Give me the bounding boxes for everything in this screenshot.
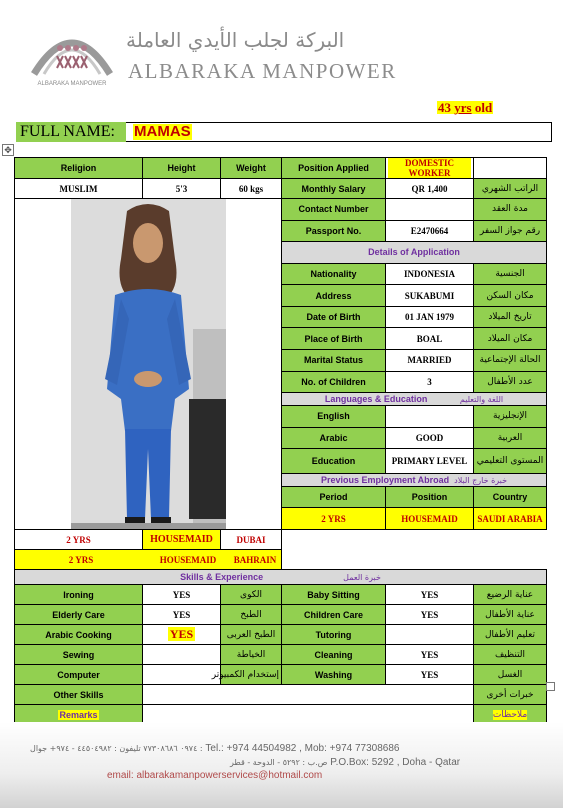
skill-value-cell bbox=[143, 625, 221, 645]
employment-header-country: Country bbox=[474, 486, 547, 508]
skills-row bbox=[15, 585, 547, 605]
nationality-label: Nationality bbox=[282, 263, 386, 285]
arabic-arabic: العربية bbox=[474, 427, 547, 449]
skill-arabic: الكوى bbox=[221, 585, 282, 605]
table-move-handle-icon[interactable]: ✥ bbox=[2, 144, 14, 156]
age-badge bbox=[437, 101, 493, 114]
employment-position: HOUSEMAID bbox=[143, 530, 221, 550]
employment-header-period: Period bbox=[282, 486, 386, 508]
languages-title-arabic: اللغة والتعليم bbox=[459, 395, 504, 405]
skills-title: Skills & Experience bbox=[180, 572, 264, 582]
employment-country: BAHRAIN bbox=[229, 550, 281, 569]
english-label: English bbox=[282, 406, 386, 428]
languages-heading bbox=[282, 393, 547, 406]
footer-phone-arabic: ٠٩٧٤ ٧٧٣٠٨٦٨٦ تليفون : ٤٤٥٠٤٩٨٢ - ٩٧٤+ جوال : bbox=[30, 744, 203, 753]
religion-value: MUSLIM bbox=[15, 179, 143, 199]
logo-text: ALBARAKA MANPOWER bbox=[37, 81, 107, 87]
monthly-salary-label: Monthly Salary bbox=[282, 179, 386, 199]
employment-title: Previous Employment Abroad bbox=[320, 474, 450, 485]
dob-value: 01 JAN 1979 bbox=[386, 306, 474, 328]
position-applied-label: Position Applied bbox=[282, 158, 386, 179]
skill-value: YES bbox=[143, 585, 221, 605]
skills-row bbox=[15, 625, 547, 645]
skill-value bbox=[143, 645, 221, 665]
company-english-name: ALBARAKA MANPOWER bbox=[128, 59, 397, 83]
photo-cell bbox=[15, 199, 282, 530]
skill-value bbox=[386, 625, 474, 645]
nationality-value: INDONESIA bbox=[386, 263, 474, 285]
dob-label: Date of Birth bbox=[282, 306, 386, 328]
weight-label: Weight bbox=[221, 158, 282, 179]
employment-heading bbox=[282, 473, 547, 486]
contact-number-arabic: مدة العقد bbox=[474, 199, 547, 221]
skill-label: Baby Sitting bbox=[282, 585, 386, 605]
table-row bbox=[15, 530, 547, 550]
remarks-arabic: ملاحظات bbox=[492, 709, 528, 720]
marital-value: MARRIED bbox=[386, 349, 474, 371]
application-details-heading: Details of Application bbox=[282, 242, 547, 264]
address-value: SUKABUMI bbox=[386, 285, 474, 307]
employment-row-3 bbox=[15, 550, 282, 570]
skill-arabic: الخياطة bbox=[221, 645, 282, 665]
skill-arabic: الغسل bbox=[474, 665, 547, 685]
skill-label: Elderly Care bbox=[15, 605, 143, 625]
skill-label: Washing bbox=[282, 665, 386, 685]
table-resize-handle-icon[interactable] bbox=[546, 682, 555, 691]
pob-label: Place of Birth bbox=[282, 328, 386, 350]
skill-label: Ironing bbox=[15, 585, 143, 605]
position-applied-cell bbox=[386, 158, 474, 179]
skills-heading bbox=[15, 570, 547, 585]
footer-email: email: albarakamanpowerservices@hotmail.com bbox=[107, 770, 323, 781]
passport-value: E2470664 bbox=[386, 220, 474, 242]
skill-value: YES bbox=[386, 645, 474, 665]
skills-title-arabic: خبرة العمل bbox=[343, 573, 381, 582]
education-arabic: المستوى التعليمي bbox=[474, 449, 547, 474]
education-value: PRIMARY LEVEL bbox=[386, 449, 474, 474]
skill-label: Computer bbox=[15, 665, 143, 685]
children-value: 3 bbox=[386, 371, 474, 393]
english-value bbox=[386, 406, 474, 428]
monthly-salary-value: QR 1,400 bbox=[386, 179, 474, 199]
blank-cell bbox=[474, 158, 547, 179]
skill-value: YES bbox=[386, 585, 474, 605]
english-arabic: الإنجليزية bbox=[474, 406, 547, 428]
company-logo bbox=[30, 18, 115, 88]
marital-arabic: الحالة الإجتماعية bbox=[474, 349, 547, 371]
dob-arabic: تاريخ الميلاد bbox=[474, 306, 547, 328]
skill-arabic: إستخدام الكمبيوتر bbox=[221, 665, 282, 685]
contact-number-label: Contact Number bbox=[282, 199, 386, 221]
employment-period: 2 YRS bbox=[15, 530, 143, 550]
children-label: No. of Children bbox=[282, 371, 386, 393]
age-number: 43 bbox=[438, 100, 451, 115]
footer-phone-line bbox=[30, 743, 399, 754]
employment-period: 2 YRS bbox=[282, 508, 386, 530]
skill-label: Arabic Cooking bbox=[15, 625, 143, 645]
skill-arabic: الطبخ bbox=[221, 605, 282, 625]
footer-phone: Tel.: +974 44504982 , Mob: +974 77308686 bbox=[205, 743, 400, 754]
children-arabic: عدد الأطفال bbox=[474, 371, 547, 393]
employment-title-arabic: خبرة خارج البلاد bbox=[454, 475, 508, 485]
skill-label: Children Care bbox=[282, 605, 386, 625]
full-name-value: MAMAS bbox=[134, 123, 191, 140]
remarks-label: Remarks bbox=[59, 709, 98, 720]
age-suffix: old bbox=[474, 100, 493, 115]
pob-arabic: مكان الميلاد bbox=[474, 328, 547, 350]
marital-label: Marital Status bbox=[282, 349, 386, 371]
full-name-label: FULL NAME: bbox=[16, 122, 126, 142]
skills-row bbox=[15, 605, 547, 625]
contact-number-value bbox=[386, 199, 474, 221]
education-label: Education bbox=[282, 449, 386, 474]
skill-arabic: التنظيف bbox=[474, 645, 547, 665]
languages-title: Languages & Education bbox=[324, 394, 428, 405]
position-applied-value: DOMESTIC WORKER bbox=[388, 158, 471, 178]
skill-value: YES bbox=[386, 665, 474, 685]
address-label: Address bbox=[282, 285, 386, 307]
height-value: 5'3 bbox=[143, 179, 221, 199]
other-skills-value bbox=[143, 685, 474, 705]
passport-label: Passport No. bbox=[282, 220, 386, 242]
other-skills-label: Other Skills bbox=[15, 685, 143, 705]
skills-row bbox=[15, 645, 547, 665]
employment-period: 2 YRS bbox=[15, 550, 147, 569]
arabic-label: Arabic bbox=[282, 427, 386, 449]
skills-row bbox=[15, 665, 547, 685]
applicant-photo bbox=[71, 199, 226, 529]
skill-value: YES bbox=[386, 605, 474, 625]
footer-address-line bbox=[230, 757, 460, 768]
skill-label: Tutoring bbox=[282, 625, 386, 645]
passport-arabic: رقم جواز السفر bbox=[474, 220, 547, 242]
employment-position: HOUSEMAID bbox=[386, 508, 474, 530]
skill-arabic: الطبخ العربى bbox=[221, 625, 282, 645]
skill-value: YES bbox=[169, 627, 194, 641]
pob-value: BOAL bbox=[386, 328, 474, 350]
employment-header-position: Position bbox=[386, 486, 474, 508]
footer-address-arabic: ص.ب : ٥٢٩٢ - الدوحة - قطر bbox=[230, 758, 328, 767]
monthly-salary-arabic: الراتب الشهري bbox=[474, 179, 547, 199]
skill-arabic: تعليم الأطفال bbox=[474, 625, 547, 645]
nationality-arabic: الجنسية bbox=[474, 263, 547, 285]
age-unit: yrs bbox=[454, 100, 472, 115]
skill-label: Sewing bbox=[15, 645, 143, 665]
employment-country: SAUDI ARABIA bbox=[474, 508, 547, 530]
company-arabic-name: البركة لجلب الأيدي العاملة bbox=[126, 28, 345, 52]
employment-country: DUBAI bbox=[221, 530, 282, 550]
height-label: Height bbox=[143, 158, 221, 179]
employment-position: HOUSEMAID bbox=[159, 554, 217, 565]
arabic-value: GOOD bbox=[386, 427, 474, 449]
religion-label: Religion bbox=[15, 158, 143, 179]
address-arabic: مكان السكن bbox=[474, 285, 547, 307]
weight-value: 60 kgs bbox=[221, 179, 282, 199]
cv-table bbox=[14, 157, 547, 725]
skill-value: YES bbox=[143, 605, 221, 625]
table-row bbox=[15, 550, 547, 570]
footer-address: P.O.Box: 5292 , Doha - Qatar bbox=[330, 757, 461, 768]
skill-label: Cleaning bbox=[282, 645, 386, 665]
skill-arabic: عناية الأطفال bbox=[474, 605, 547, 625]
skill-arabic: عناية الرضيع bbox=[474, 585, 547, 605]
other-skills-arabic: خبرات أخرى bbox=[474, 685, 547, 705]
skill-value bbox=[143, 665, 221, 685]
